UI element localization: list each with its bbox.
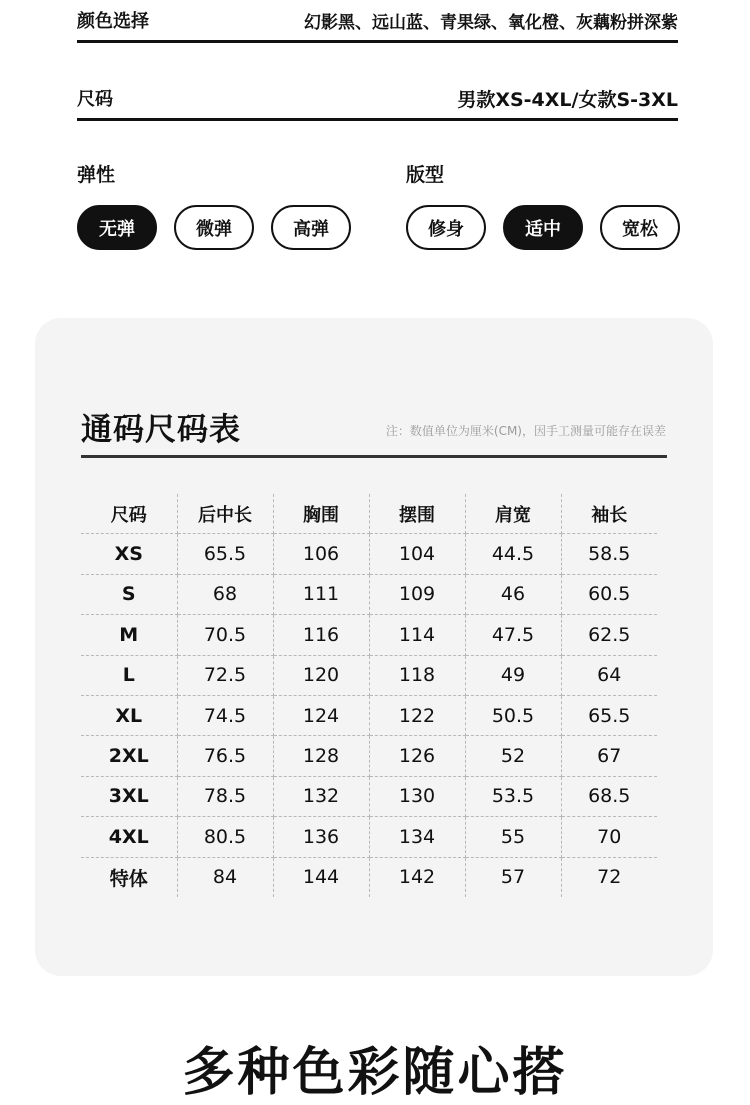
elasticity-option[interactable]: 无弹 [77, 205, 157, 250]
color-selection-label: 颜色选择 [77, 11, 149, 32]
header-hem: 摆围 [369, 494, 465, 534]
table-cell: 104 [369, 534, 465, 574]
header-size: 尺码 [81, 494, 177, 534]
size-range-label: 尺码 [77, 89, 113, 110]
fit-option[interactable]: 适中 [503, 205, 583, 250]
table-cell: 65.5 [177, 534, 273, 574]
elasticity-option[interactable]: 微弹 [174, 205, 254, 250]
table-cell: 76.5 [177, 736, 273, 776]
table-cell: 47.5 [465, 615, 561, 655]
table-cell: 4XL [81, 817, 177, 857]
table-cell: L [81, 655, 177, 695]
table-cell: 78.5 [177, 776, 273, 816]
table-cell: 72.5 [177, 655, 273, 695]
table-cell: 136 [273, 817, 369, 857]
table-cell: 67 [561, 736, 657, 776]
header-back-length: 后中长 [177, 494, 273, 534]
table-cell: 58.5 [561, 534, 657, 574]
table-cell: 122 [369, 695, 465, 735]
table-row [81, 534, 657, 574]
fit-options [406, 205, 680, 250]
table-row [81, 655, 657, 695]
elasticity-title: 弹性 [77, 164, 116, 186]
header-chest: 胸围 [273, 494, 369, 534]
bottom-heading: 多种色彩随心搭 [182, 1043, 568, 1103]
elasticity-option[interactable]: 高弹 [271, 205, 351, 250]
table-row [81, 615, 657, 655]
table-cell: 46 [465, 574, 561, 614]
table-row [81, 695, 657, 735]
table-cell: 130 [369, 776, 465, 816]
header-sleeve: 袖长 [561, 494, 657, 534]
table-cell: 142 [369, 857, 465, 897]
table-row [81, 776, 657, 816]
table-cell: 60.5 [561, 574, 657, 614]
table-cell: 52 [465, 736, 561, 776]
size-chart-divider [81, 455, 667, 458]
table-cell: 116 [273, 615, 369, 655]
color-selection-value: 幻影黑、远山蓝、青果绿、氧化橙、灰藕粉拼深紫 [304, 12, 678, 33]
table-cell: 128 [273, 736, 369, 776]
table-cell: 124 [273, 695, 369, 735]
table-cell: 118 [369, 655, 465, 695]
table-cell: XL [81, 695, 177, 735]
size-range-row [77, 78, 678, 121]
table-cell: 53.5 [465, 776, 561, 816]
fit-option[interactable]: 修身 [406, 205, 486, 250]
table-cell: 106 [273, 534, 369, 574]
table-cell: 70.5 [177, 615, 273, 655]
elasticity-options [77, 205, 351, 250]
fit-title: 版型 [406, 164, 445, 186]
table-cell: 72 [597, 866, 622, 889]
table-cell: M [81, 615, 177, 655]
table-cell: 64 [561, 655, 657, 695]
table-row [81, 736, 657, 776]
table-cell: 70 [561, 817, 657, 857]
table-cell: 68.5 [561, 776, 657, 816]
table-cell: 50.5 [465, 695, 561, 735]
table-cell: 57 [465, 857, 561, 897]
fit-option[interactable]: 宽松 [600, 205, 680, 250]
table-row [81, 817, 657, 857]
table-cell: 84 [177, 857, 273, 897]
table-row [81, 574, 657, 614]
color-selection-row [77, 0, 678, 43]
table-cell: 109 [369, 574, 465, 614]
header-shoulder: 肩宽 [465, 494, 561, 534]
table-cell: 144 [273, 857, 369, 897]
size-chart-title: 通码尺码表 [81, 412, 241, 448]
table-cell: 114 [369, 615, 465, 655]
table-cell: 132 [273, 776, 369, 816]
table-row [81, 857, 657, 897]
size-chart-table [81, 494, 657, 897]
table-cell: 111 [273, 574, 369, 614]
size-chart-card [35, 318, 713, 976]
table-cell: 3XL [81, 776, 177, 816]
table-cell: 126 [369, 736, 465, 776]
table-cell: 49 [465, 655, 561, 695]
table-cell: 74.5 [177, 695, 273, 735]
table-cell: XS [81, 534, 177, 574]
table-cell: 120 [273, 655, 369, 695]
size-chart-header-row [81, 494, 657, 534]
table-cell: 80.5 [177, 817, 273, 857]
table-cell: 134 [369, 817, 465, 857]
table-cell: S [81, 574, 177, 614]
table-cell: 62.5 [561, 615, 657, 655]
table-cell: 特体 [81, 857, 177, 897]
size-chart-note: 注：数值单位为厘米(CM)，因手工测量可能存在误差 [385, 424, 666, 438]
table-cell: 65.5 [561, 695, 657, 735]
table-cell: 44.5 [465, 534, 561, 574]
table-cell: 68 [177, 574, 273, 614]
table-cell: 2XL [81, 736, 177, 776]
size-range-value: 男款XS-4XL/女款S-3XL [457, 88, 678, 111]
table-cell: 55 [465, 817, 561, 857]
